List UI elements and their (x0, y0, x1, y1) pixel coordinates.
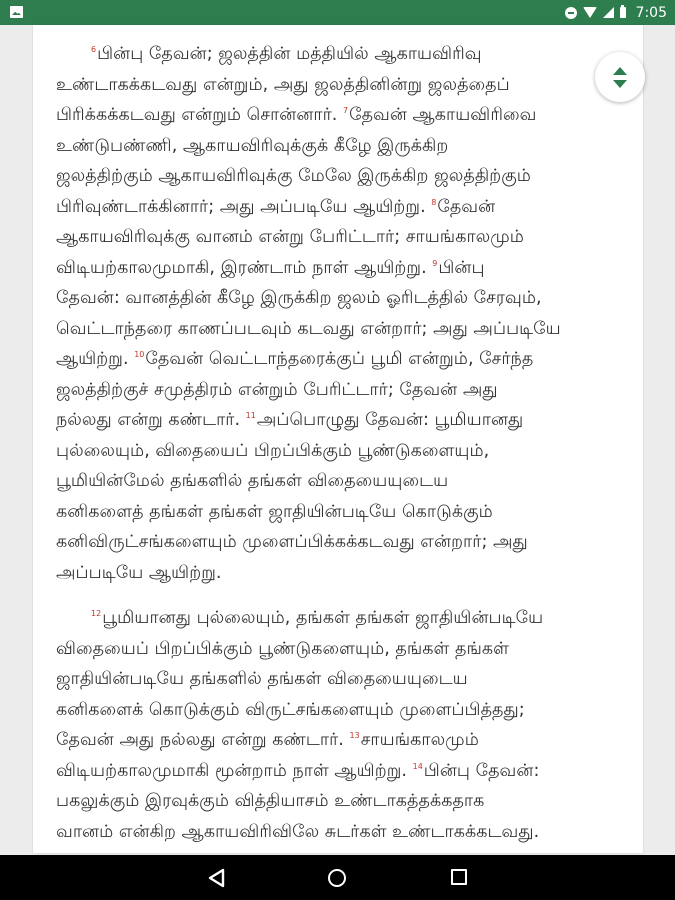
home-icon[interactable] (328, 869, 346, 887)
verse-number[interactable]: 13 (349, 731, 360, 741)
paragraph-2 (33, 603, 643, 847)
verse-text: பூமியானது புல்லையும், தங்கள் தங்கள் ஜாதியின்படியே விதையைப் பிறப்பிக்கும் பூண்டுகளையும், தங்கள் தங்கள் ஜாதியின்படியே தங்களில் தங்கள் விதையையுடைய கனிகளைக் கொடுக்கும் விருட்சங்களையும் முளைப்பித்தது; தேவன் அது நல்லது என்று கண்டார். (56, 608, 544, 750)
verse-text: தேவன் ஆகாயவிரிவுக்கு வானம் என்று பேரிட்டார்; சாயங்காலமும் விடியற்காலமுமாகி, இரண்டாம் நாள் ஆயிற்று. (56, 196, 524, 278)
battery-icon (620, 7, 626, 18)
chevron-down-icon (613, 80, 627, 88)
verse-number[interactable]: 8 (431, 197, 437, 207)
do-not-disturb-icon (565, 7, 577, 19)
reader-page[interactable] (33, 25, 643, 853)
system-navigation-bar (0, 855, 675, 900)
verse-text: பின்பு தேவன்: வானத்தின் கீழே இருக்கிற ஜலம் ஓரிடத்தில் சேரவும், வெட்டாந்தரை காணப்படவும் கடவது என்றார்; அது அப்படியே ஆயிற்று. (56, 257, 561, 369)
verse-text: சாயங்காலமும் விடியற்காலமுமாகி மூன்றாம் நாள் ஆயிற்று. (56, 730, 479, 781)
back-icon[interactable] (208, 868, 226, 888)
verse-text: தேவன் வெட்டாந்தரைக்குப் பூமி என்றும், சேர்ந்த ஜலத்திற்குச் சமுத்திரம் என்றும் பேரிட்டார்; தேவன் அது நல்லது என்று கண்டார். (56, 349, 534, 430)
verse-number[interactable]: 12 (91, 609, 102, 619)
wifi-icon (583, 7, 597, 18)
status-bar (0, 0, 675, 25)
cell-signal-icon (603, 7, 614, 18)
verse-text: தேவன் ஆகாயவிரிவை உண்டுபண்ணி, ஆகாயவிரிவுக்குக் கீழே இருக்கிற ஜலத்திற்கும் ஆகாயவிரிவுக்கு மேலே இருக்கிற ஜலத்திற்கும் பிரிவுண்டாக்கினார்; அது அப்படியே ஆயிற்று. (56, 105, 537, 217)
gallery-notification-icon (10, 6, 23, 18)
verse-text: பின்பு தேவன்: பகலுக்கும் இரவுக்கும் வித்தியாசம் உண்டாகத்தக்கதாக வானம் என்கிற ஆகாயவிரிவிலே சுடர்கள் உண்டாகக்கடவது. (56, 760, 540, 842)
scroll-navigation-button[interactable] (595, 52, 645, 102)
verse-number[interactable]: 6 (91, 45, 97, 55)
verse-number[interactable]: 11 (245, 411, 256, 421)
verse-number[interactable]: 14 (412, 761, 423, 771)
paragraph-1 (33, 39, 643, 588)
verse-number[interactable]: 9 (432, 258, 438, 268)
recents-icon[interactable] (451, 869, 467, 885)
verse-number[interactable]: 10 (134, 350, 145, 360)
verse-text: அப்பொழுது தேவன்: பூமியானது புல்லையும், விதையைப் பிறப்பிக்கும் பூண்டுகளையும், பூமியின்மேல் தங்களில் தங்கள் விதையையுடைய கனிகளைத் தங்கள் தங்கள் ஜாதியின்படியே கொடுக்கும் கனிவிருட்சங்களையும் முளைப்பிக்கக்கடவது என்றார்; அது அப்படியே ஆயிற்று. (56, 410, 528, 583)
verse-text: பின்பு தேவன்; ஜலத்தின் மத்தியில் ஆகாயவிரிவு உண்டாகக்கடவது என்றும், அது ஜலத்தினின்று ஜலத்தைப் பிரிக்கக்கடவது என்றும் சொன்னார். (56, 44, 510, 125)
verse-number[interactable]: 7 (342, 106, 349, 116)
chevron-up-icon (613, 67, 627, 75)
status-time: 7:05 (635, 4, 667, 21)
status-indicators (565, 0, 667, 25)
